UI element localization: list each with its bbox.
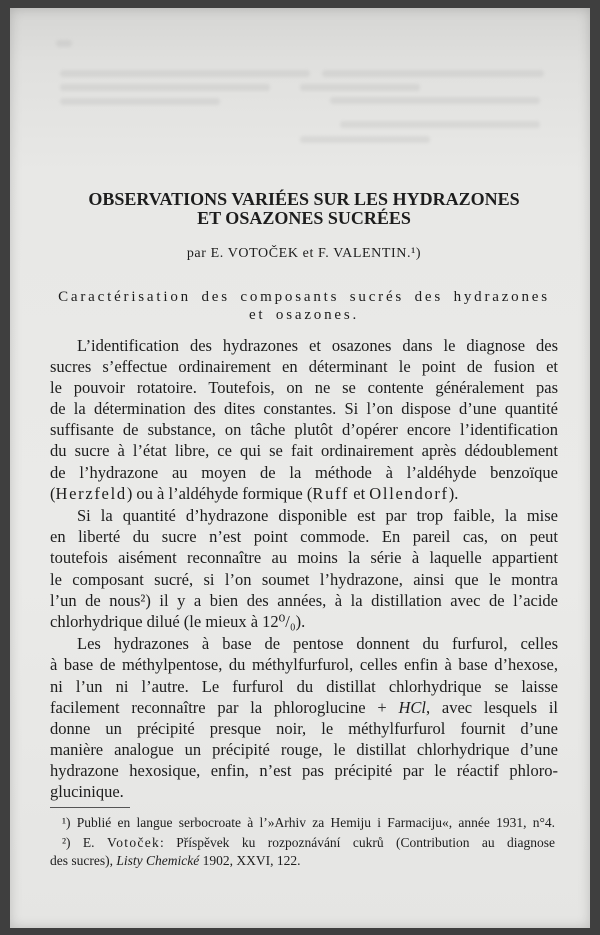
text-run: ) ou à l’aldéhyde formique ( [126,483,313,503]
text-run: ). [448,483,459,503]
bleed-through-mark [300,136,430,143]
italic-text: HCl [398,697,426,717]
spaced-text: Votoček [106,835,161,850]
italic-text: Listy Chemické [116,853,200,868]
text-line [50,419,558,440]
title-line: ET OSAZONES SUCRÉES [197,208,411,228]
text-run: hydrazone hexosique, enfin, n’est pas précipité par le réactif phloro- [50,760,558,780]
text-run: sucres s’effectue ordinairement en déterminant le point de fusion et [50,357,558,377]
text-line [50,760,558,781]
text-run: , avec lesquels il [425,697,558,717]
text-run: de l’hydrazone au moyen de la méthode à l’aldéhyde benzoïque [50,462,558,482]
text-line [50,718,558,739]
text-run: suffisante de substance, on tâche plutôt d’opérer encore l’identification [50,420,558,440]
bleed-through-mark [322,70,544,77]
text-line [50,781,558,802]
text-run: ¹) Publié en langue serbocroate à l’»Arhiv za Hemiju i Farmaciju«, année 1931, n°4. [62,815,555,830]
text-run: manière analogue un précipité rouge, le distillat chlorhydrique d’une [50,739,558,759]
text-line [50,526,558,547]
footnotes [50,814,555,870]
text-line [50,739,558,760]
text-run: le pouvoir rotatoire. Toutefois, on ne se contente généralement pas [50,378,558,398]
text-line [50,462,558,483]
text-run: le composant sucré, si l’on soumet l’hydrazone, ainsi que le montra [50,569,558,589]
text-run: des sucres), [50,853,117,868]
text-line [50,483,558,504]
bleed-through-mark [60,98,220,105]
text-line [50,633,558,654]
body-text [50,335,558,802]
bleed-through-mark [60,84,270,91]
text-run: ( [50,483,56,503]
text-run: ²) E. [62,835,107,850]
text-run: donne un précipité presque noir, le méthylfurfurol fournit d’une [50,718,558,738]
text-run: Si la quantité d’hydrazone disponible est par trop faible, la mise [77,506,558,526]
text-run: en liberté du sucre n’est point commode. En pareil cas, on peut [50,527,558,547]
text-line [50,676,558,697]
text-run: Les hydrazones à base de pentose donnent du furfurol, celles [77,634,558,654]
body-paragraph [50,505,558,632]
section-heading-line: et osazones. [248,307,360,323]
text-line [50,356,558,377]
text-line [50,440,558,461]
bleed-through-mark [340,121,540,128]
text-run: toutefois aisément reconnaître au moins la série à laquelle appartient [50,548,558,568]
text-line [50,654,558,675]
footnote [50,814,555,832]
byline: par E. VOTOČEK et F. VALENTIN.¹) [186,246,422,261]
text-line [50,834,555,852]
text-run: chlorhydrique dilué (le mieux à 12⁰/₀). [50,611,306,631]
bleed-through-mark [300,84,420,91]
text-line [50,814,555,832]
text-line [50,377,558,398]
text-line [50,697,558,718]
article-title [50,190,558,228]
text-run: facilement reconnaître par la phloroglucine + [50,697,399,717]
spaced-text: Ruff [312,483,350,503]
text-run: : Příspěvek ku rozpoznávání cukrů (Contribution au diagnose [160,835,555,850]
footnote [50,834,555,870]
text-run: à base de méthylpentose, du méthylfurfurol, celles enfin à base d’hexose, [50,655,558,675]
spaced-text: Herzfeld [55,483,127,503]
text-run: du sucre à l’état libre, ce qui se fait ordinairement après dédoublement [50,441,558,461]
text-line [50,569,558,590]
text-line [50,590,558,611]
text-line [50,398,558,419]
text-line [50,547,558,568]
spaced-text: Ollendorf [369,483,449,503]
bleed-through-mark [330,97,540,104]
section-heading-line: Caractérisation des composants sucrés des hydrazones [58,289,550,305]
title-line: OBSERVATIONS VARIÉES SUR LES HYDRAZONES [88,189,520,209]
text-line [50,505,558,526]
text-line [50,852,555,870]
text-run: ni l’un ni l’autre. Le furfurol du distillat chlorhydrique se laisse [50,676,558,696]
text-line [50,611,558,632]
body-paragraph [50,633,558,802]
text-run: et [349,483,370,503]
text-run: L’identification des hydrazones et osazones dans le diagnose des [77,336,558,355]
text-run: l’un de nous²) il y a bien des années, à la distillation avec de l’acide [50,590,558,610]
bleed-through-mark [56,40,72,47]
body-paragraph [50,335,558,504]
text-line [50,335,558,356]
footnote-separator [50,807,130,808]
section-heading [50,288,558,324]
text-run: glucinique. [50,781,124,801]
bleed-through-mark [60,70,310,77]
text-run: 1902, XXVI, 122. [199,853,301,868]
text-run: de la détermination des dites constantes. Si l’on dispose d’une quantité [50,399,558,419]
